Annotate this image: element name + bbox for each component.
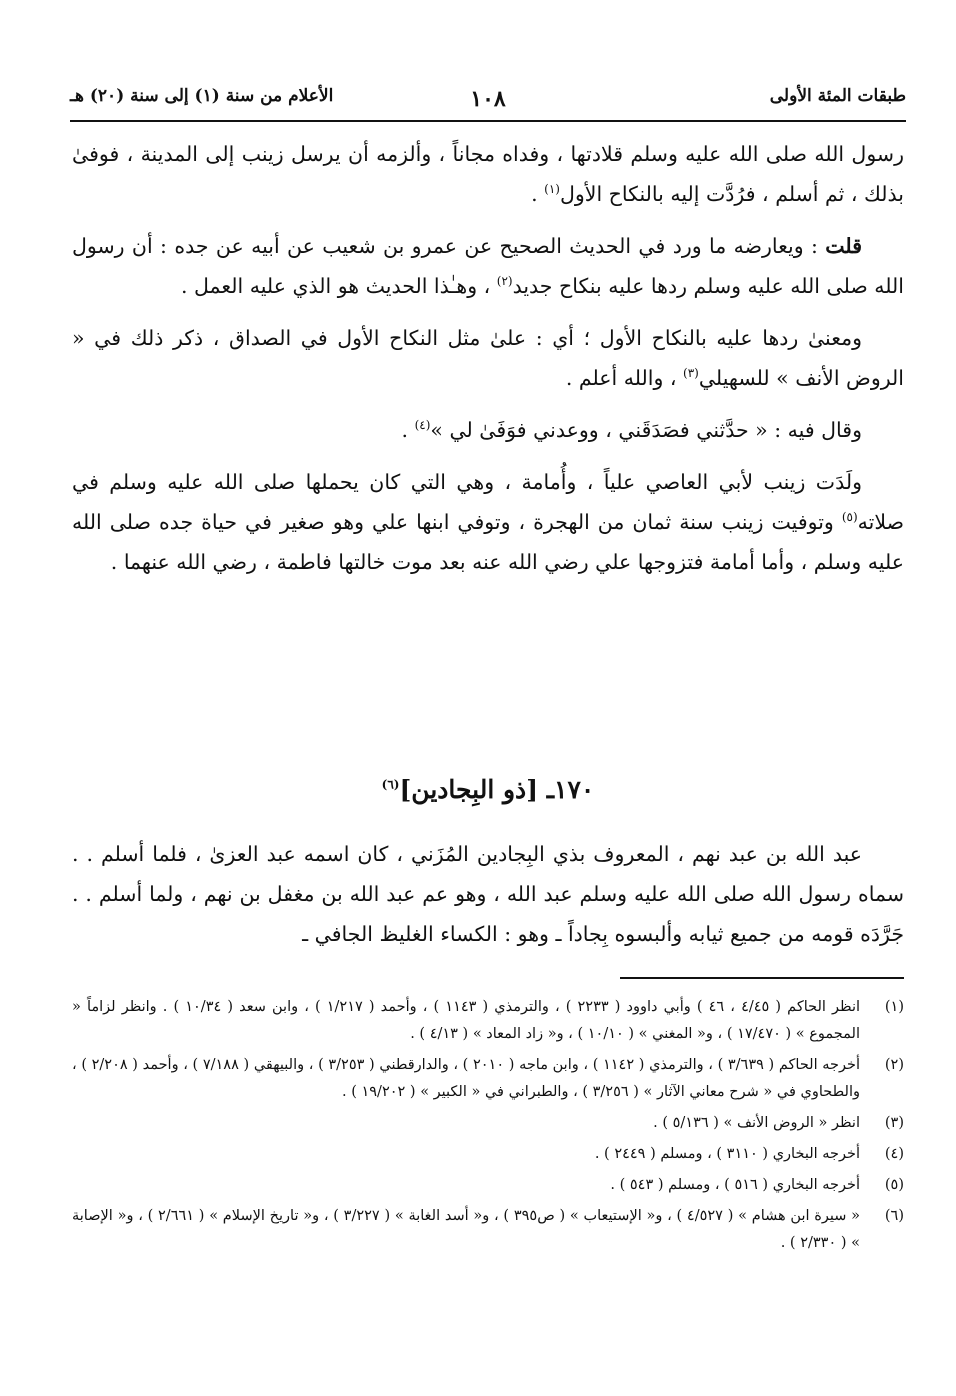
header-section-title: الأعلام من سنة (١) إلى سنة (٢٠) هـ bbox=[70, 86, 334, 106]
footnote-5: (٥) أخرجه البخاري ( ٥١٦ ) ، ومسلم ( ٥٤٣ ) . bbox=[610, 1177, 904, 1193]
footnote-ref-5: (٥) bbox=[841, 510, 858, 525]
entry-heading: ١٧٠ـ [ذو البِجادين]$^{(٦)}$ bbox=[381, 775, 595, 804]
footnote-ref-4: (٤) bbox=[414, 418, 431, 433]
paragraph-2: قلت : ويعارضه ما ورد في الحديث الصحيح عن عمرو بن شعيب عن أبيه عن جده : أن رسول الله صلى الله عليه وسلم ردها عليه بنكاح جديد$^{(٢)}$ ، وهـٰذا الحديث هو الذي عليه العمل . bbox=[72, 234, 904, 298]
footnote-3: (٣) انظر « الروض الأنف » ( ٥/١٣٦ ) . bbox=[653, 1115, 904, 1131]
paragraph-3: ومعنىٰ ردها عليه بالنكاح الأول ؛ أي : علىٰ مثل النكاح الأول في الصداق ، ذكر ذلك في « الروض الأنف » للسهيلي$^{(٣)}$ ، والله أعلم . bbox=[72, 326, 904, 390]
running-header bbox=[70, 86, 906, 118]
entry-paragraph: عبد الله بن عبد نهم ، المعروف بذي البِجادين المُزَني ، كان اسمه عبد العزىٰ ، فلما أسلم . . سماه رسول الله صلى الله عليه وسلم عبد الله ، وهو عم عبد الله بن مغفل بن نهم ، ولما أسلم . . جَرَّدَه قومه من جميع ثيابه وألبسوه بِجاداً ـ وهو : الكساء الغليظ الجافي ـ bbox=[72, 842, 904, 946]
paragraph-5: ولَدَت زينب لأبي العاصي علياً ، وأُمامة ، وهي التي كان يحملها صلى الله عليه وسلم في صلاته$^{(٥)}$ وتوفيت زينب سنة ثمان من الهجرة ، وتوفي ابنها علي وهو صغير في حياة جده صلى الله عليه وسلم ، وأما أمامة فتزوجها علي رضي الله عنه بعد موت خالتها فاطمة ، رضي الله عنهما . bbox=[72, 470, 904, 574]
footnote-ref-6: (٦) bbox=[381, 777, 400, 792]
footnote-1: (١) انظر الحاكم ( ٤/٤٥ ، ٤٦ ) وأبي داوود ( ٢٢٣٣ ) ، والترمذي ( ١١٤٣ ) ، وأحمد ( ١/٢١٧ ) ، وابن سعد ( ١٠/٣٤ ) . وانظر لزاماً « المجموع » ( ١٧/٤٧٠ ) ، و« المغني » ( ١٠/١٠ ) ، و« زاد المعاد » ( ٤/١٣ ) . bbox=[72, 999, 904, 1042]
footnotes bbox=[72, 994, 904, 1261]
footnote-2: (٢) أخرجه الحاكم ( ٣/٦٣٩ ) ، والترمذي ( ١١٤٢ ) ، وابن ماجه ( ٢٠١٠ ) ، والدارقطني ( ٣/٢٥٣ ) ، والبيهقي ( ٧/١٨٨ ) ، وأحمد ( ٢/٢٠٨ ) ، والطحاوي في « شرح معاني الآثار » ( ٣/٢٥٦ ) ، والطبراني في « الكبير » ( ١٩/٢٠٢ ) . bbox=[72, 1057, 904, 1100]
footnote-4: (٤) أخرجه البخاري ( ٣١١٠ ) ، ومسلم ( ٢٤٤٩ ) . bbox=[594, 1146, 904, 1162]
entry-text bbox=[72, 834, 904, 966]
paragraph-label: قلت bbox=[825, 234, 862, 258]
header-book-title: طبقات المئة الأولى bbox=[769, 86, 906, 106]
footnote-rule bbox=[620, 977, 904, 979]
footnote-ref-1: (١) bbox=[544, 182, 560, 197]
footnote-ref-2: (٢) bbox=[496, 274, 513, 289]
footnote-ref-3: (٣) bbox=[683, 366, 699, 381]
paragraph-1: رسول الله صلى الله عليه وسلم قلادتها ، وفداه مجاناً ، وألزمه أن يرسل زينب إلى المدينة ، فوفىٰ بذلك ، ثم أسلم ، فرُدَّت إليه بالنكاح الأول$^{(١)}$ . bbox=[72, 142, 904, 206]
paragraph-4: وقال فيه : « حدَّثني فصَدَقَني ، ووعدني فوَفَىٰ لي »$^{(٤)}$ . bbox=[401, 418, 862, 442]
footnote-6: (٦) « سيرة ابن هشام » ( ٤/٥٢٧ ) ، و« الإستيعاب » ( ص٣٩٥ ) ، و« أسد الغابة » ( ٣/٢٢٧ ) ، و« تاريخ الإسلام » ( ٢/٦٦١ ) ، و« الإصابة » ( ٢/٣٣٠ ) . bbox=[72, 1208, 904, 1251]
main-text bbox=[72, 134, 904, 594]
header-rule bbox=[70, 120, 906, 122]
page-number: ١٠٨ bbox=[470, 86, 506, 112]
